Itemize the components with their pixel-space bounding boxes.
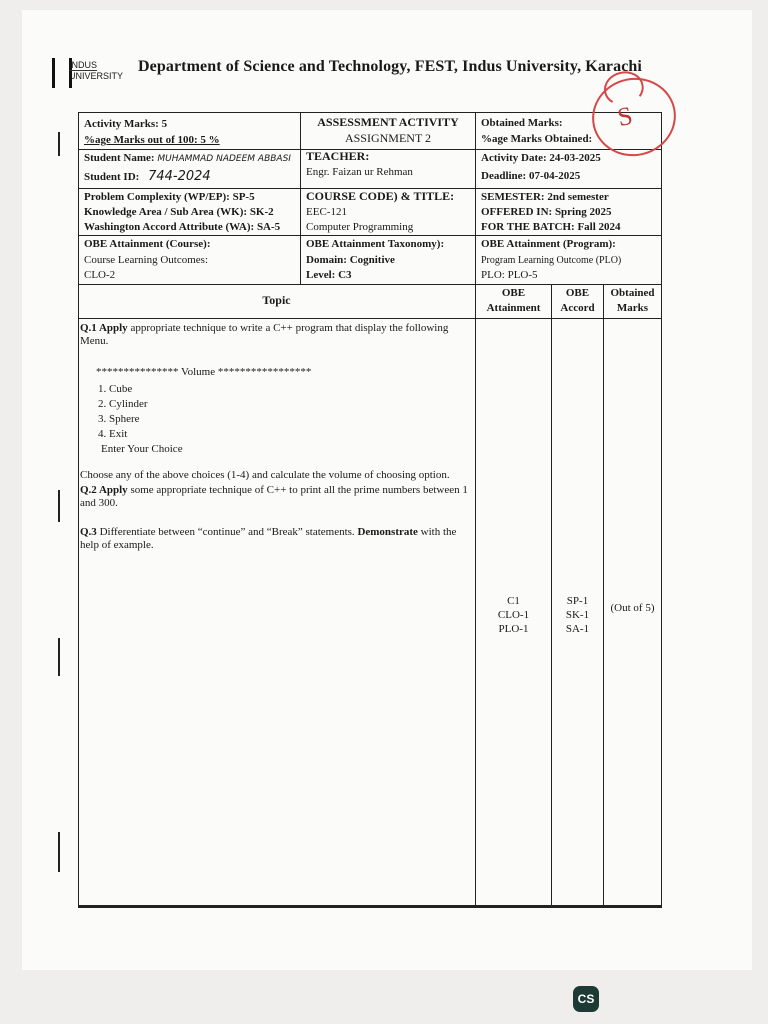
question-2: Q.2 Apply some appropriate technique of C++ to print all the prime numbers between 1 and 300. [80,484,468,509]
menu-item: 1. Cube [98,383,133,395]
percent-marks: %age Marks out of 100: 5 % [84,134,220,146]
menu-header: *************** Volume ***************** [96,366,312,378]
logo-line2: UNIVERSITY [69,71,124,81]
assessment-table [78,112,662,908]
menu-prompt: Enter Your Choice [101,443,183,455]
obtained-marks-label: Obtained Marks: [481,117,563,129]
activity-date: Activity Date: 24-03-2025 [481,152,601,164]
teacher-name: Engr. Faizan ur Rehman [306,166,413,178]
obe-course-value: CLO-2 [84,269,116,281]
menu-list [98,382,183,457]
obe-attainment-header: OBE Attainment [486,287,541,314]
obe-course-label: OBE Attainment (Course): [84,238,211,250]
menu-item: 4. Exit [98,428,128,440]
assignment-number: ASSIGNMENT 2 [344,131,432,145]
topic-header: Topic [262,293,291,307]
camscanner-badge: CS [573,986,599,1012]
question-1: Q.1 Apply appropriate technique to write a C++ program that display the following Menu. [80,322,449,347]
knowledge-area: Knowledge Area / Sub Area (WK): SK-2 [84,206,274,218]
choose-instruction: Choose any of the above choices (1-4) and calculate the volume of choosing option. [80,469,450,481]
semester: SEMESTER: 2nd semester [481,191,609,203]
menu-item: 2. Cylinder [98,398,148,410]
obe-course-clo: Course Learning Outcomes: [84,254,209,266]
course-code: EEC-121 [306,206,347,218]
student-id-value: 744-2024 [148,169,211,184]
obe-program-label: OBE Attainment (Program): [481,238,616,250]
student-name: Student Name: MUHAMMAD NADEEM ABBASI [84,152,291,164]
university-logo [52,58,132,90]
course-title: Computer Programming [306,221,414,233]
marks-circle-annotation: S [585,70,683,164]
margin-mark [58,490,60,522]
percent-obtained-label: %age Marks Obtained: [481,133,593,145]
domain: Domain: Cognitive [306,254,395,266]
accord-values: SP-1 SK-1 SA-1 [565,595,590,635]
assessment-title: ASSESSMENT ACTIVITY [317,115,459,129]
problem-complexity: Problem Complexity (WP/EP): SP-5 [84,191,255,203]
menu-item: 3. Sphere [98,413,140,425]
taxonomy-label: OBE Attainment Taxonomy): [306,238,445,250]
margin-mark [58,832,60,872]
plo-line: Program Learning Outcome (PLO) [481,255,622,266]
student-id: Student ID: 744-2024 [84,169,211,184]
student-name-value: MUHAMMAD NADEEM ABBASI [157,154,291,164]
deadline: Deadline: 07-04-2025 [481,170,581,182]
obe-accord-header: OBE Accord [560,287,595,314]
level: Level: C3 [306,269,352,281]
marks-value: (Out of 5) [610,602,655,614]
margin-mark [58,638,60,676]
teacher-label: TEACHER: [306,149,370,163]
washington-accord: Washington Accord Attribute (WA): SA-5 [84,221,281,233]
margin-mark [58,132,60,156]
plo-value: PLO: PLO-5 [481,269,538,281]
offered-in: OFFERED IN: Spring 2025 [481,206,612,218]
question-3: Q.3 Differentiate between “continue” and “Break” statements. Demonstrate with the help of example. [80,526,457,551]
batch: FOR THE BATCH: Fall 2024 [481,221,621,233]
attainment-values: C1 CLO-1 PLO-1 [497,595,530,635]
obtained-marks-header: Obtained Marks [610,287,655,314]
activity-marks: Activity Marks: 5 [84,118,168,130]
department-title: Department of Science and Technology, FEST, Indus University, Karachi [138,58,642,75]
logo-line1: INDUS [69,60,98,70]
course-label: COURSE CODE) & TITLE: [306,189,455,203]
